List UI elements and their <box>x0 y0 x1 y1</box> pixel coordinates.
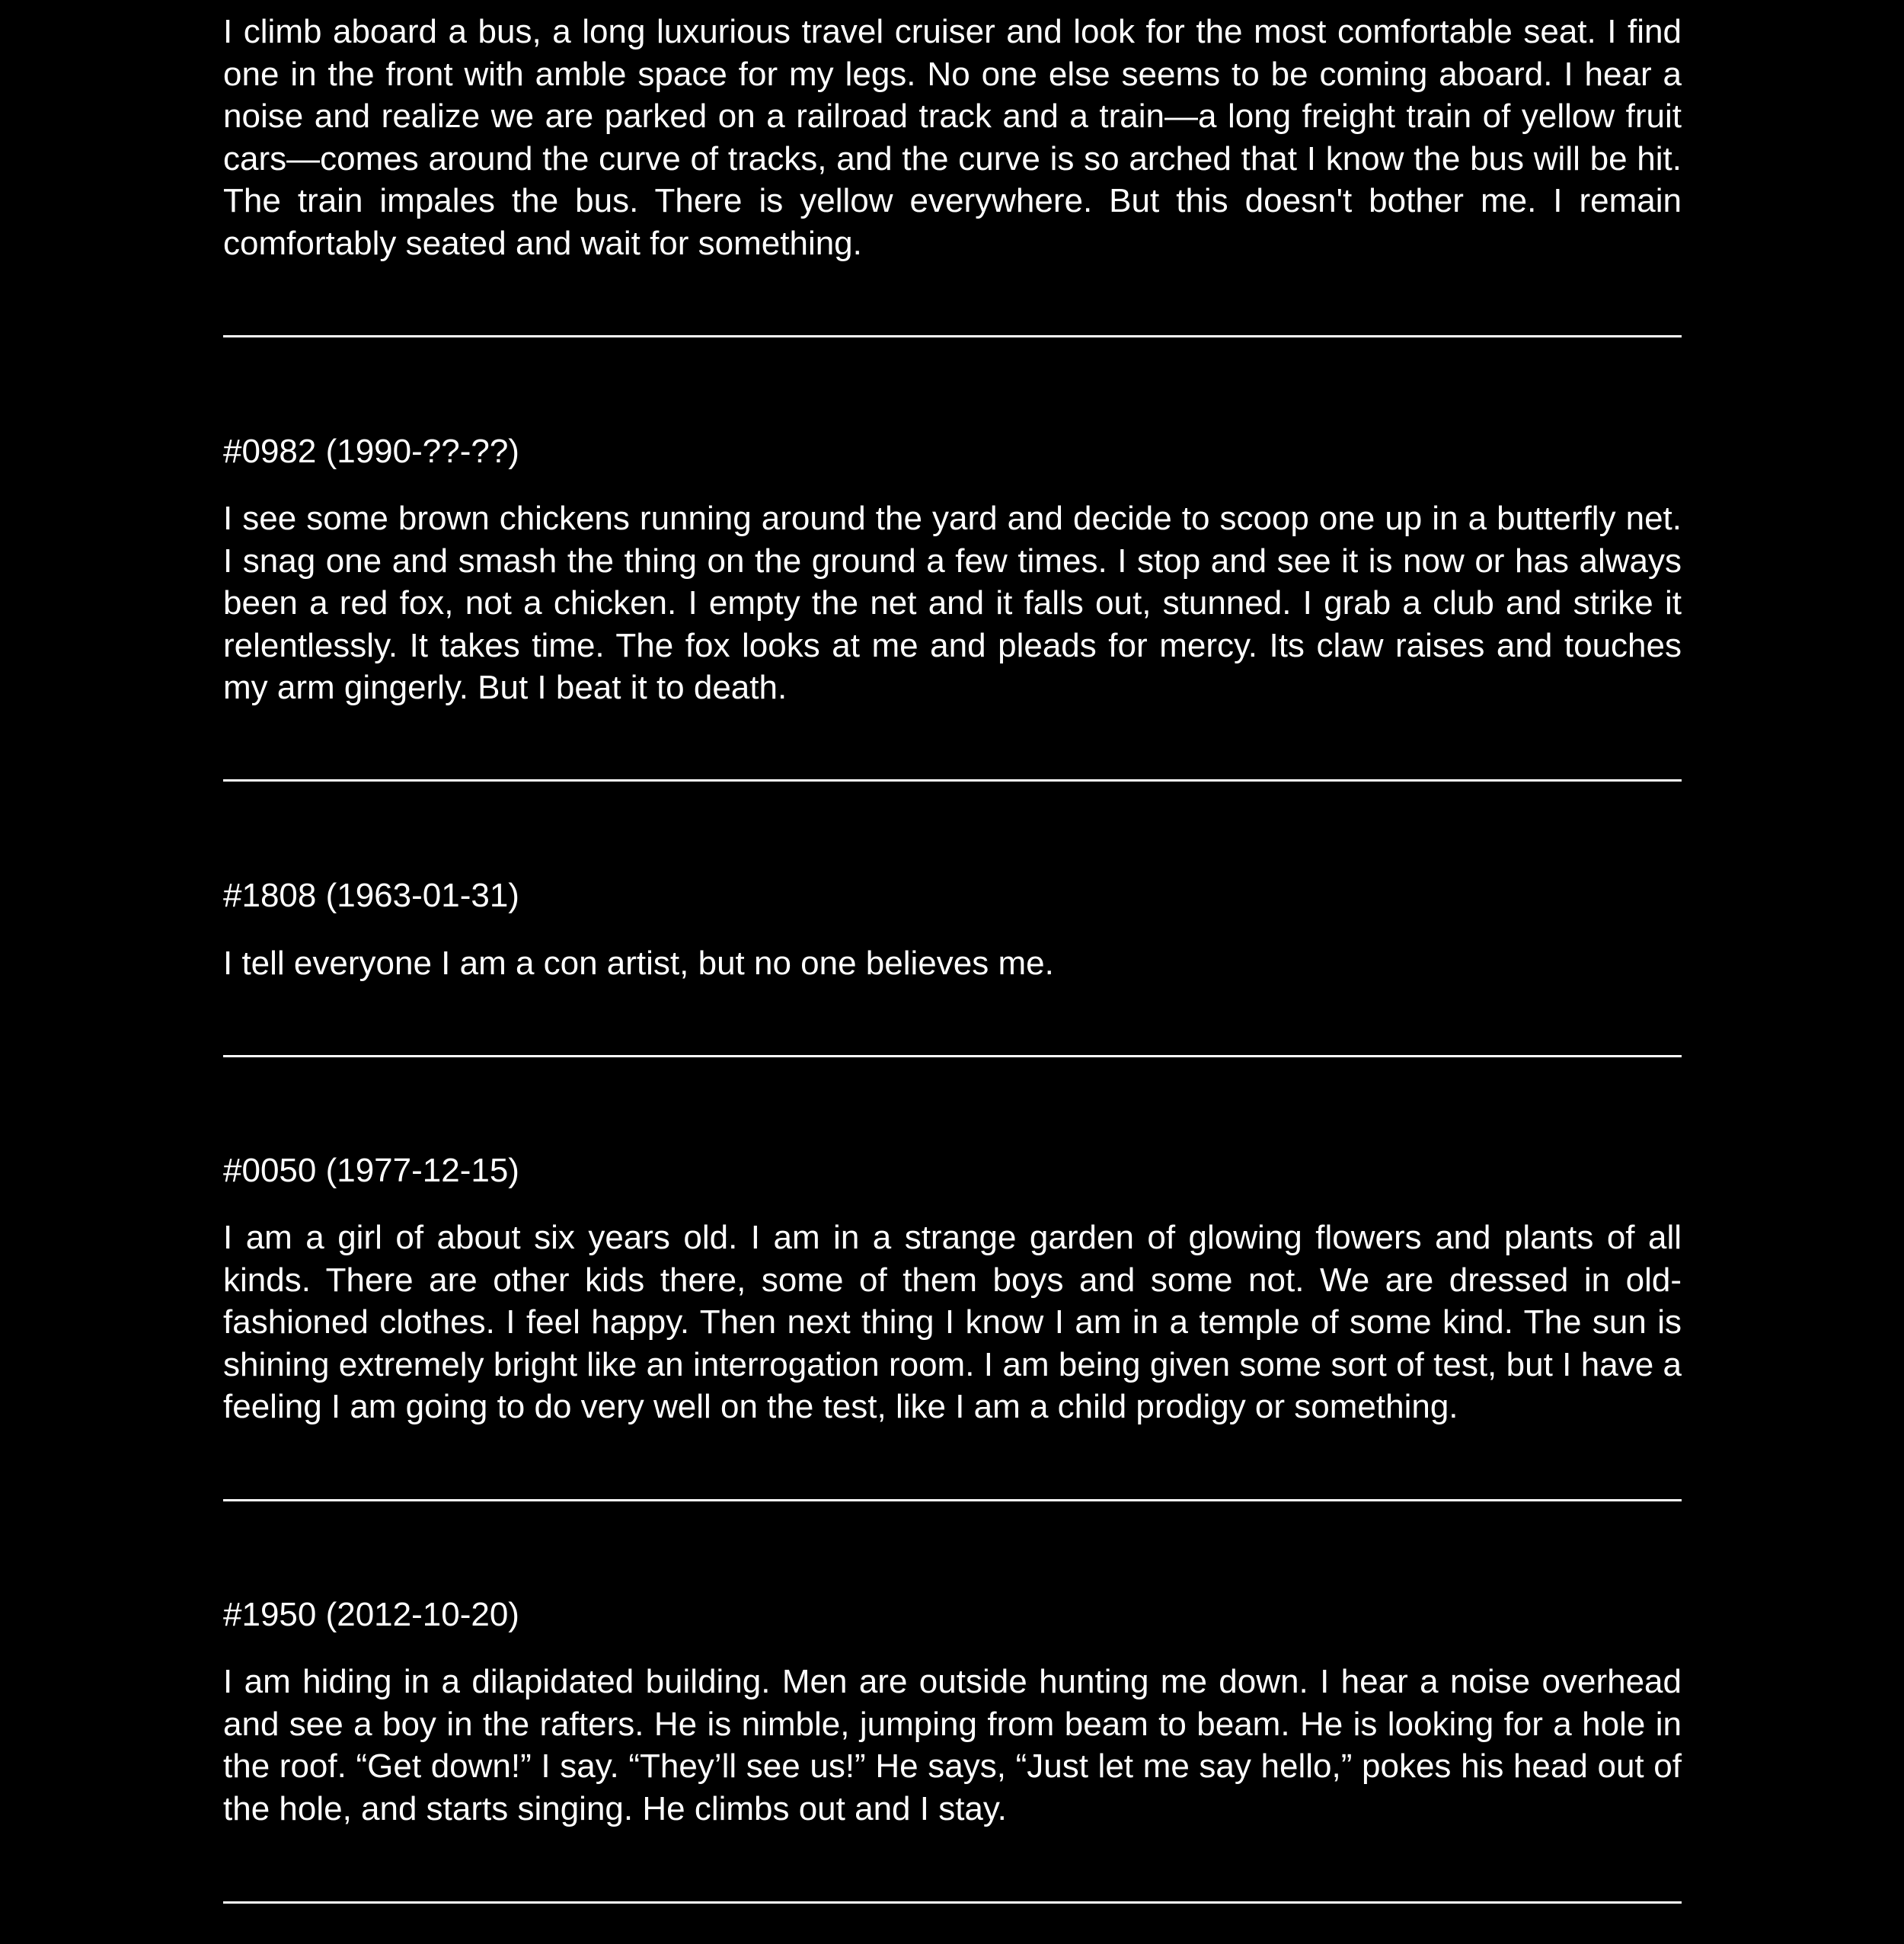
entry-header: #0982 (1990-??-??) <box>223 433 519 470</box>
entry-divider <box>223 1499 1682 1501</box>
entry-text: I am hiding in a dilapidated building. Men are outside hunting me down. I hear a noise overhead and see a boy in the rafters. He is nimble, jumping from beam to beam. He is looking for a hole in the roof. “Get down!” I say. “They’ll see us!” He says, “Just let me say hello,” pokes his head out of the hole, and starts singing. He climbs out and I stay. <box>223 1663 1682 1827</box>
entry-divider <box>223 779 1682 782</box>
entry-text: I am a girl of about six years old. I am in a strange garden of glowing flowers and plants of all kinds. There are other kids there, some of them boys and some not. We are dressed in old-fashioned clothes. I feel happy. Then next thing I know I am in a temple of some kind. The sun is shining extremely bright like an interrogation room. I am being given some sort of test, but I have a feeling I am going to do very well on the test, like I am a child prodigy or something. <box>223 1219 1682 1426</box>
entry-divider <box>223 1055 1682 1057</box>
entry-divider <box>223 335 1682 337</box>
entry-text: I tell everyone I am a con artist, but no one believes me. <box>223 945 1054 982</box>
entry-text: I see some brown chickens running around the yard and decide to scoop one up in a butterfly net. I snag one and smash the thing on the ground a few times. I stop and see it is now or has always been a red fox, not a chicken. I empty the net and it falls out, stunned. I grab a club and strike it relentlessly. It takes time. The fox looks at me and pleads for mercy. Its claw raises and touches my arm gingerly. But I beat it to death. <box>223 500 1682 707</box>
entry-text: I climb aboard a bus, a long luxurious travel cruiser and look for the most comfortable seat. I find one in the front with amble space for my legs. No one else seems to be coming aboard. I hear a noise and realize we are parked on a railroad track and a train—a long freight train of yellow fruit cars—comes around the curve of tracks, and the curve is so arched that I know the bus will be hit. The train impales the bus. There is yellow everywhere. But this doesn't bother me. I remain comfortably seated and wait for something. <box>223 13 1682 262</box>
entry-divider <box>223 1901 1682 1904</box>
entry-header: #1808 (1963-01-31) <box>223 877 519 914</box>
entry-header: #0050 (1977-12-15) <box>223 1152 519 1189</box>
entry-header: #1950 (2012-10-20) <box>223 1596 519 1633</box>
